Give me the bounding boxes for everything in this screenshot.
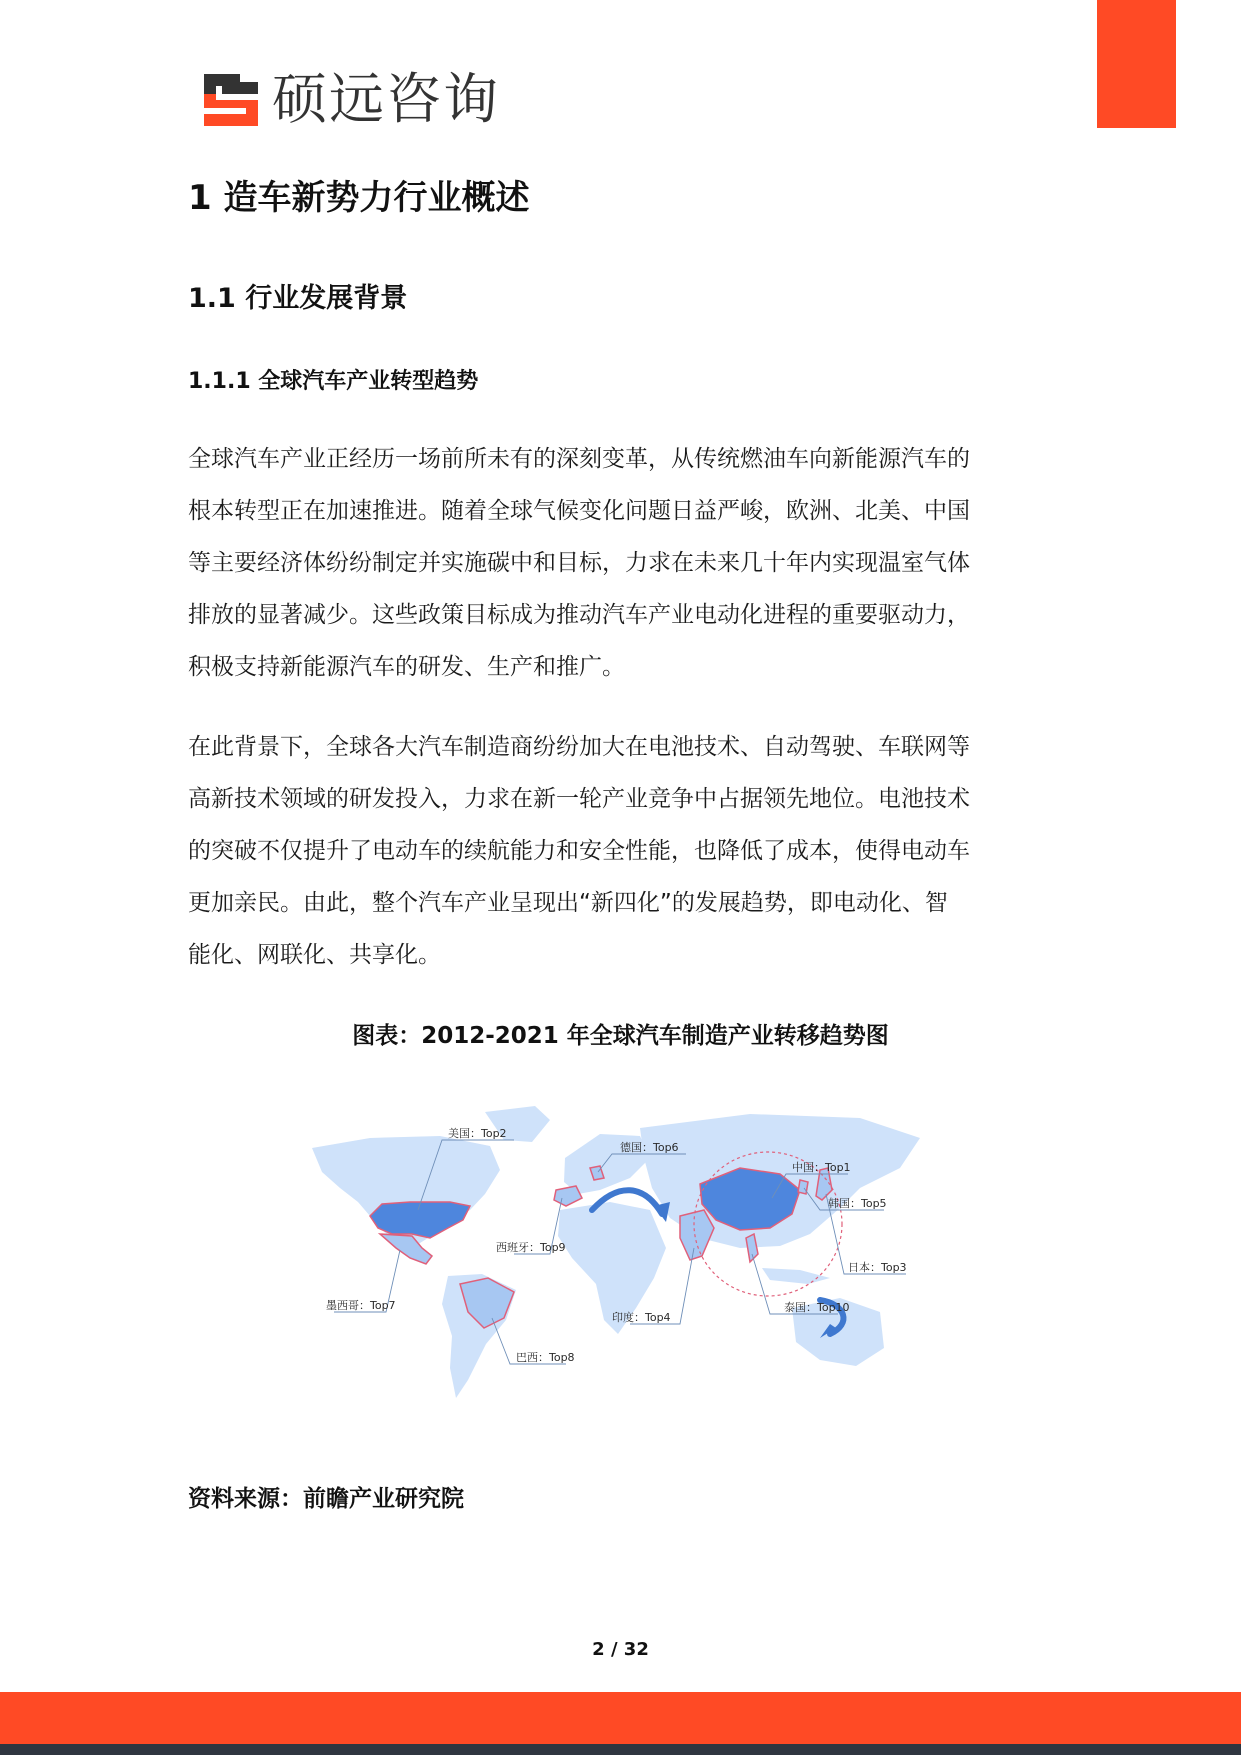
- label-usa: 美国：Top2: [448, 1127, 507, 1140]
- label-mexico: 墨西哥：Top7: [326, 1299, 396, 1312]
- paragraph-line: 根本转型正在加速推进。随着全球气候变化问题日益严峻，欧洲、北美、中国: [188, 498, 970, 524]
- source-note: 资料来源：前瞻产业研究院: [188, 1486, 464, 1512]
- paragraph-line: 等主要经济体纷纷制定并实施碳中和目标，力求在未来几十年内实现温室气体: [188, 550, 970, 576]
- label-korea: 韩国：Top5: [828, 1197, 887, 1210]
- corner-accent-tab: [1097, 0, 1176, 128]
- world-map-svg: [300, 1098, 940, 1438]
- figure-caption: 图表：2012-2021 年全球汽车制造产业转移趋势图: [352, 1023, 889, 1049]
- brand-logo: [200, 64, 500, 134]
- label-thailand: 泰国：Top10: [784, 1301, 850, 1314]
- india-highlight: [680, 1210, 714, 1260]
- footer-accent-bar: [0, 1692, 1241, 1744]
- paragraph-line: 的突破不仅提升了电动车的续航能力和安全性能，也降低了成本，使得电动车: [188, 838, 970, 864]
- world-map-figure: [300, 1098, 940, 1438]
- section-heading-1-1-1: 1.1.1 全球汽车产业转型趋势: [188, 369, 479, 394]
- label-spain: 西班牙：Top9: [496, 1241, 566, 1254]
- paragraph-line: 排放的显著减少。这些政策目标成为推动汽车产业电动化进程的重要驱动力，: [188, 602, 970, 628]
- spain-highlight: [554, 1186, 582, 1206]
- paragraph-line: 能化、网联化、共享化。: [188, 942, 441, 968]
- paragraph-new-four-trends: [188, 721, 1058, 981]
- paragraph-line: 全球汽车产业正经历一场前所未有的深刻变革，从传统燃油车向新能源汽车的: [188, 446, 970, 472]
- page-number: 2 / 32: [592, 1639, 649, 1660]
- label-india: 印度：Top4: [612, 1311, 671, 1324]
- label-germany: 德国：Top6: [620, 1141, 679, 1154]
- logo-text: 硕远咨询: [272, 66, 501, 131]
- paragraph-line: 高新技术领域的研发投入，力求在新一轮产业竞争中占据领先地位。电池技术: [188, 786, 970, 812]
- label-japan: 日本：Top3: [848, 1261, 907, 1274]
- paragraph-line: 积极支持新能源汽车的研发、生产和推广。: [188, 654, 625, 680]
- indonesia-landmass: [762, 1268, 830, 1284]
- label-brazil: 巴西：Top8: [516, 1351, 575, 1364]
- footer-dark-strip: [0, 1744, 1241, 1755]
- paragraph-global-transformation: [188, 433, 1058, 693]
- label-china: 中国：Top1: [792, 1161, 851, 1174]
- paragraph-line: 更加亲民。由此，整个汽车产业呈现出“新四化”的发展趋势，即电动化、智: [188, 890, 948, 916]
- logo-mark-icon: [200, 68, 262, 130]
- section-heading-1-1: 1.1 行业发展背景: [188, 283, 408, 314]
- paragraph-line: 在此背景下，全球各大汽车制造商纷纷加大在电池技术、自动驾驶、车联网等: [188, 734, 970, 760]
- section-heading-1: 1 造车新势力行业概述: [188, 178, 530, 218]
